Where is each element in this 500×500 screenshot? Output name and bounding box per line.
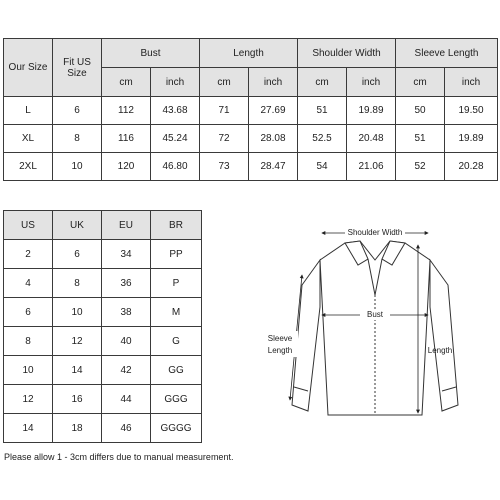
header-eu: EU bbox=[102, 211, 151, 240]
cell-shoulder-cm: 54 bbox=[298, 153, 347, 181]
cell-sleeve-cm: 51 bbox=[396, 125, 445, 153]
unit-inch: inch bbox=[445, 68, 498, 97]
header-sleeve-length: Sleeve Length bbox=[396, 39, 498, 68]
unit-cm: cm bbox=[396, 68, 445, 97]
cell-uk: 10 bbox=[53, 298, 102, 327]
cell-sleeve-inch: 19.89 bbox=[445, 125, 498, 153]
cell-uk: 14 bbox=[53, 356, 102, 385]
table-row bbox=[4, 153, 498, 181]
cell-our-size: L bbox=[4, 97, 53, 125]
cell-sleeve-cm: 50 bbox=[396, 97, 445, 125]
cell-us: 10 bbox=[4, 356, 53, 385]
cell-br: GG bbox=[151, 356, 202, 385]
cell-shoulder-cm: 51 bbox=[298, 97, 347, 125]
cell-uk: 16 bbox=[53, 385, 102, 414]
cell-length-cm: 71 bbox=[200, 97, 249, 125]
cell-br: GGG bbox=[151, 385, 202, 414]
cell-length-cm: 72 bbox=[200, 125, 249, 153]
cell-us: 6 bbox=[4, 298, 53, 327]
cell-bust-cm: 112 bbox=[102, 97, 151, 125]
unit-cm: cm bbox=[102, 68, 151, 97]
unit-inch: inch bbox=[249, 68, 298, 97]
header-length: Length bbox=[200, 39, 298, 68]
cell-br: P bbox=[151, 269, 202, 298]
cell-eu: 44 bbox=[102, 385, 151, 414]
cell-bust-cm: 120 bbox=[102, 153, 151, 181]
cell-eu: 40 bbox=[102, 327, 151, 356]
cell-shoulder-cm: 52.5 bbox=[298, 125, 347, 153]
sleeve-label-line2: Length bbox=[267, 346, 293, 355]
cell-length-cm: 73 bbox=[200, 153, 249, 181]
header-fit-us-size: Fit US Size bbox=[53, 39, 102, 97]
cell-br: GGGG bbox=[151, 414, 202, 443]
cell-sleeve-cm: 52 bbox=[396, 153, 445, 181]
cell-br: G bbox=[151, 327, 202, 356]
unit-inch: inch bbox=[347, 68, 396, 97]
cell-eu: 34 bbox=[102, 240, 151, 269]
cell-uk: 6 bbox=[53, 240, 102, 269]
header-uk: UK bbox=[53, 211, 102, 240]
footer-note: Please allow 1 - 3cm differs due to manual measurement. bbox=[4, 452, 234, 462]
cell-us: 8 bbox=[4, 327, 53, 356]
sleeve-label-line1: Sleeve bbox=[267, 334, 293, 343]
cell-sleeve-inch: 20.28 bbox=[445, 153, 498, 181]
cell-us-size: 8 bbox=[53, 125, 102, 153]
cell-our-size: XL bbox=[4, 125, 53, 153]
cell-length-inch: 27.69 bbox=[249, 97, 298, 125]
shirt-outline bbox=[292, 241, 458, 415]
cell-us: 4 bbox=[4, 269, 53, 298]
table-row bbox=[4, 356, 202, 385]
table-row bbox=[4, 414, 202, 443]
cell-bust-inch: 46.80 bbox=[151, 153, 200, 181]
table-row bbox=[4, 97, 498, 125]
bust-label: Bust bbox=[366, 310, 384, 319]
size-conversion-table bbox=[3, 210, 202, 443]
table-row bbox=[4, 269, 202, 298]
header-our-size: Our Size bbox=[4, 39, 53, 97]
cell-sleeve-inch: 19.50 bbox=[445, 97, 498, 125]
shirt-measurement-diagram bbox=[250, 215, 500, 435]
table-row bbox=[4, 327, 202, 356]
cell-uk: 12 bbox=[53, 327, 102, 356]
table-row bbox=[4, 125, 498, 153]
length-label: Length bbox=[427, 346, 453, 355]
cell-us: 14 bbox=[4, 414, 53, 443]
cell-bust-inch: 45.24 bbox=[151, 125, 200, 153]
cell-br: PP bbox=[151, 240, 202, 269]
cell-bust-cm: 116 bbox=[102, 125, 151, 153]
cell-shoulder-inch: 19.89 bbox=[347, 97, 396, 125]
cell-eu: 42 bbox=[102, 356, 151, 385]
header-bust: Bust bbox=[102, 39, 200, 68]
table-row bbox=[4, 240, 202, 269]
unit-cm: cm bbox=[200, 68, 249, 97]
cell-uk: 8 bbox=[53, 269, 102, 298]
cell-br: M bbox=[151, 298, 202, 327]
cell-us: 12 bbox=[4, 385, 53, 414]
cell-our-size: 2XL bbox=[4, 153, 53, 181]
cell-shoulder-inch: 21.06 bbox=[347, 153, 396, 181]
unit-cm: cm bbox=[298, 68, 347, 97]
table-row bbox=[4, 298, 202, 327]
shoulder-width-marker bbox=[322, 227, 428, 238]
header-shoulder-width: Shoulder Width bbox=[298, 39, 396, 68]
cell-length-inch: 28.08 bbox=[249, 125, 298, 153]
header-br: BR bbox=[151, 211, 202, 240]
unit-inch: inch bbox=[151, 68, 200, 97]
cell-eu: 38 bbox=[102, 298, 151, 327]
cell-uk: 18 bbox=[53, 414, 102, 443]
shoulder-width-label: Shoulder Width bbox=[347, 228, 403, 237]
cell-eu: 36 bbox=[102, 269, 151, 298]
cell-us-size: 6 bbox=[53, 97, 102, 125]
header-us: US bbox=[4, 211, 53, 240]
table-row bbox=[4, 385, 202, 414]
cell-bust-inch: 43.68 bbox=[151, 97, 200, 125]
cell-shoulder-inch: 20.48 bbox=[347, 125, 396, 153]
cell-us: 2 bbox=[4, 240, 53, 269]
size-chart-table bbox=[3, 38, 498, 181]
cell-length-inch: 28.47 bbox=[249, 153, 298, 181]
cell-us-size: 10 bbox=[53, 153, 102, 181]
cell-eu: 46 bbox=[102, 414, 151, 443]
